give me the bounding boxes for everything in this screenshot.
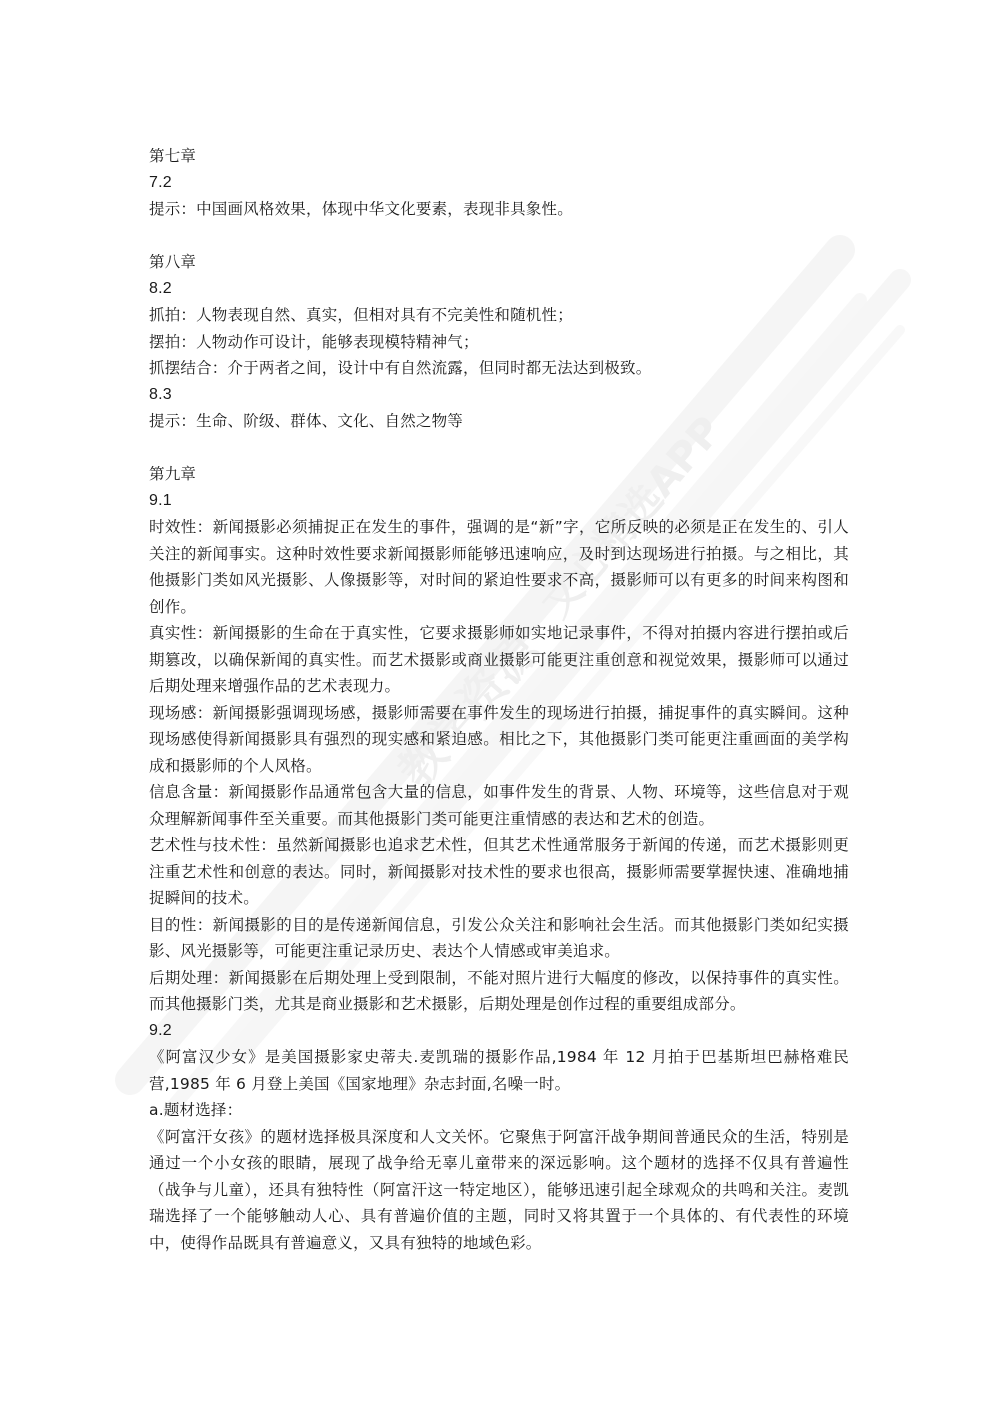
question-7-2-answer: 提示：中国画风格效果，体现中华文化要素，表现非具象性。	[149, 200, 573, 218]
question-7-2-number: 7.2	[149, 173, 172, 191]
paragraph-information: 信息含量：新闻摄影作品通常包含大量的信息，如事件发生的背景、人物、环境等，这些信息对于观众理解新闻事件至关重要。而其他摄影门类可能更注重情感的表达和艺术的创造。	[149, 783, 849, 828]
chapter-8-title: 第八章	[149, 253, 197, 271]
question-9-1-number: 9.1	[149, 491, 172, 509]
paragraph-purpose: 目的性：新闻摄影的目的是传递新闻信息，引发公众关注和影响社会生活。而其他摄影门类如纪实摄影、风光摄影等，可能更注重记录历史、表达个人情感或审美追求。	[149, 915, 849, 960]
question-9-2-subsection-a-text: 《阿富汗女孩》的题材选择极具深度和人文关怀。它聚焦于阿富汗战争期间普通民众的生活，特别是通过一个小女孩的眼睛，展现了战争给无辜儿童带来的深远影响。这个题材的选择不仅具有普遍性（战争与儿童），还具有独特性（阿富汗这一特定地区），能够迅速引起全球观众的共鸣和关注。麦凯瑞选择了一个能够触动人心、具有普遍价值的主题，同时又将其置于一个具体的、有代表性的环境中，使得作品既具有普遍意义，又具有独特的地域色彩。	[149, 1127, 849, 1252]
spacer	[149, 223, 849, 250]
chapter-9-title: 第九章	[149, 465, 197, 483]
paragraph-art-technique: 艺术性与技术性：虽然新闻摄影也追求艺术性，但其艺术性通常服务于新闻的传递，而艺术摄影则更注重艺术性和创意的表达。同时，新闻摄影对技术性的要求也很高，摄影师需要掌握快速、准确地捕捉瞬间的技术。	[149, 836, 849, 907]
question-8-2-line-candid: 抓拍：人物表现自然、真实，但相对具有不完美性和随机性；	[149, 306, 573, 324]
question-9-2-subheading-a: a.题材选择：	[149, 1101, 243, 1119]
paragraph-presence: 现场感：新闻摄影强调现场感，摄影师需要在事件发生的现场进行拍摄，捕捉事件的真实瞬间。这种现场感使得新闻摄影具有强烈的现实感和紧迫感。相比之下，其他摄影门类可能更注重画面的美学构成和摄影师的个人风格。	[149, 703, 849, 775]
question-8-2-number: 8.2	[149, 279, 172, 297]
paragraph-post-processing: 后期处理：新闻摄影在后期处理上受到限制，不能对照片进行大幅度的修改，以保持事件的真实性。而其他摄影门类，尤其是商业摄影和艺术摄影，后期处理是创作过程的重要组成部分。	[149, 968, 849, 1013]
paragraph-timeliness: 时效性：新闻摄影必须捕捉正在发生的事件，强调的是“新”字，它所反映的必须是正在发生的、引人关注的新闻事实。这种时效性要求新闻摄影师能够迅速响应，及时到达现场进行拍摄。与之相比，其他摄影门类如风光摄影、人像摄影等，对时间的紧迫性要求不高，摄影师可以有更多的时间来构图和创作。	[149, 518, 849, 616]
spacer	[149, 435, 849, 462]
watermark-text-a: 教学资源	[387, 622, 550, 798]
question-8-3-answer: 提示：生命、阶级、群体、文化、自然之物等	[149, 412, 464, 430]
question-8-2-line-combined: 抓摆结合：介于两者之间，设计中有自然流露，但同时都无法达到极致。	[149, 359, 652, 377]
watermark-text-b: 文心精选APP	[532, 408, 732, 627]
question-9-2-intro: 《阿富汉少女》是美国摄影家史蒂夫.麦凯瑞的摄影作品,1984 年 12 月拍于巴基斯坦巴赫格难民营,1985 年 6 月登上美国《国家地理》杂志封面,名噪一时。	[149, 1048, 849, 1093]
paragraph-authenticity: 真实性：新闻摄影的生命在于真实性，它要求摄影师如实地记录事件，不得对拍摄内容进行摆拍或后期篡改，以确保新闻的真实性。而艺术摄影或商业摄影可能更注重创意和视觉效果，摄影师可以通过后期处理来增强作品的艺术表现力。	[149, 624, 849, 695]
document-page	[149, 143, 849, 1256]
question-9-2-number: 9.2	[149, 1021, 172, 1039]
chapter-7-title: 第七章	[149, 147, 197, 165]
question-8-3-number: 8.3	[149, 385, 172, 403]
question-8-2-line-posed: 摆拍：人物动作可设计，能够表现模特精神气；	[149, 332, 479, 351]
